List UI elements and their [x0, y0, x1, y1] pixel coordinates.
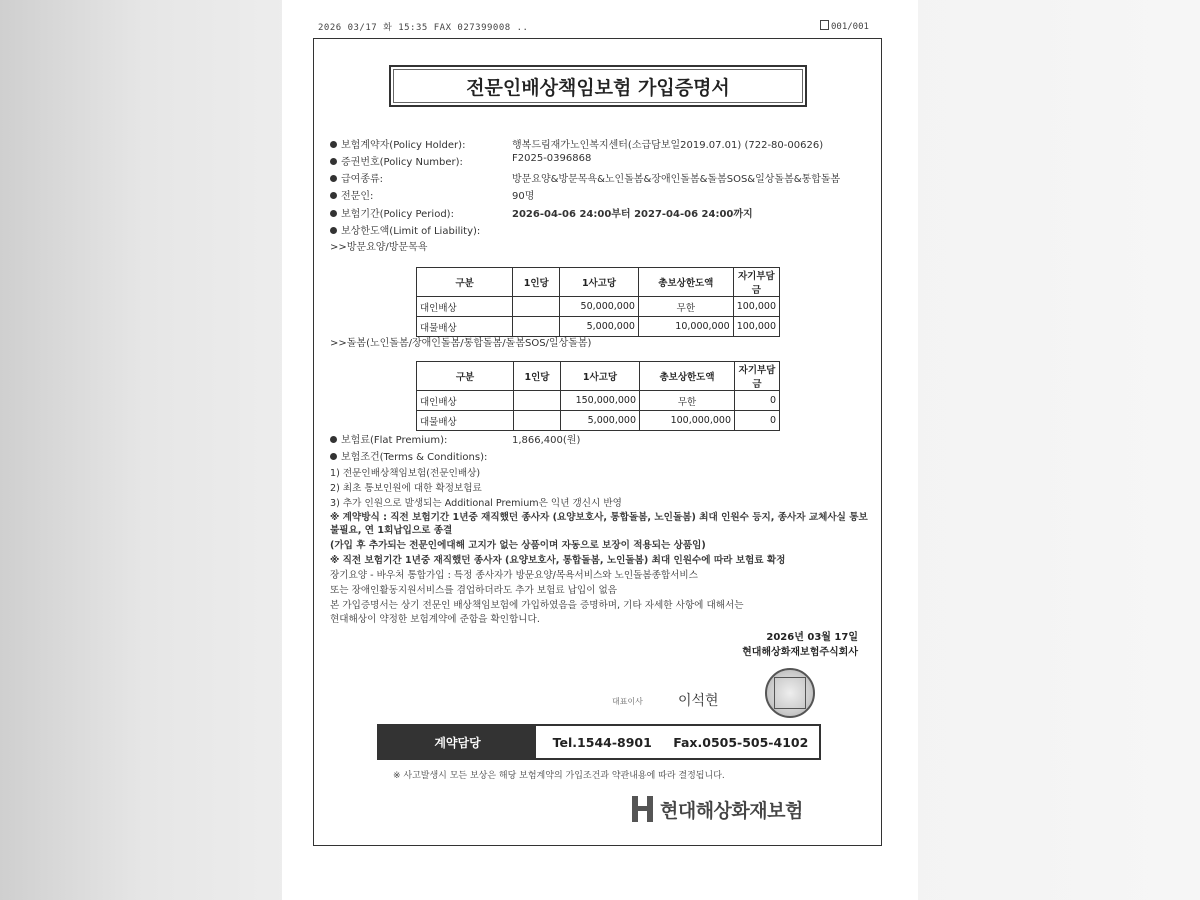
section-home-care-label: >>방문요양/방문목욕: [330, 242, 428, 253]
table-cell: 무한: [638, 297, 733, 317]
note-line: 현대해상이 약정한 보험계약에 준함을 확인합니다.: [330, 614, 540, 625]
table-header: 1사고당: [560, 268, 639, 297]
field-label: 급여종류:: [341, 174, 384, 185]
terms-line: 2) 최초 통보인원에 대한 확정보험료: [330, 483, 482, 494]
table-cell: 5,000,000: [561, 411, 640, 431]
field-benefit-type-value: 방문요양&방문목욕&노인돌봄&장애인돌봄&돌봄SOS&일상돌봄&통합돌봄: [512, 174, 841, 185]
table-cell: 10,000,000: [638, 317, 733, 337]
table-row: [417, 391, 780, 411]
table-cell: 5,000,000: [560, 317, 639, 337]
bullet-dot-icon: [330, 141, 337, 148]
bullet-dot-icon: [330, 158, 337, 165]
representative-name: 이석현: [678, 693, 719, 709]
table-header-row: [417, 268, 780, 297]
premium-value: 1,866,400(원): [512, 435, 581, 446]
contact-tel: Tel.1544-8901: [552, 734, 652, 750]
field-label: 증권번호(Policy Number):: [341, 157, 463, 168]
field-professionals-value: 90명: [512, 191, 535, 202]
contact-label: 계약담당: [379, 726, 536, 758]
table-header: 자기부담금: [735, 362, 780, 391]
table-cell: 50,000,000: [560, 297, 639, 317]
note-line: ※ 계약방식 : 직전 보험기간 1년중 재직했던 종사자 (요양보호사, 통합돌봄, 노인돌봄) 최대 인원수 등지, 종사자 교체사실 통보: [330, 512, 868, 523]
table-header: 구분: [417, 268, 513, 297]
table-header: 총보상한도액: [640, 362, 735, 391]
coverage-table-care: [416, 361, 780, 431]
table-header: 1인당: [514, 362, 561, 391]
coverage-table-home-care: [416, 267, 780, 337]
fax-header: 2026 03/17 화 15:35 FAX 027399008 ..: [318, 23, 529, 33]
table-cell: 대인배상: [417, 297, 513, 317]
table-cell: 대물배상: [417, 317, 513, 337]
table-header: 총보상한도액: [638, 268, 733, 297]
contact-box: [377, 724, 821, 760]
bullet-dot-icon: [330, 192, 337, 199]
field-label: 보험료(Flat Premium):: [341, 435, 448, 446]
terms-label: [330, 448, 487, 463]
section-care-label: >>돌봄(노인돌봄/장애인돌봄/통합돌봄/돌봄SOS/일상돌봄): [330, 338, 592, 349]
field-label: 보상한도액(Limit of Liability):: [341, 226, 481, 237]
company-logo: [632, 794, 803, 824]
table-cell: [514, 391, 561, 411]
table-row: [417, 297, 780, 317]
field-benefit-type-label: [330, 170, 383, 185]
seal-inner: [774, 677, 806, 709]
field-limit-label: [330, 222, 480, 237]
field-policy-holder-label: [330, 136, 465, 151]
bullet-dot-icon: [330, 227, 337, 234]
table-cell: 100,000: [733, 297, 779, 317]
field-label: 보험계약자(Policy Holder):: [341, 140, 466, 151]
table-cell: 150,000,000: [561, 391, 640, 411]
fax-page-number-text: 001/001: [831, 22, 869, 32]
note-line: 불필요, 연 1회납입으로 종결: [330, 525, 453, 536]
table-cell: 100,000,000: [640, 411, 735, 431]
table-header: 자기부담금: [733, 268, 779, 297]
fax-page-icon: [820, 20, 829, 30]
table-row: [417, 411, 780, 431]
table-cell: 0: [735, 391, 780, 411]
terms-line: 3) 추가 인원으로 발생되는 Additional Premium은 익년 갱신시 반영: [330, 498, 622, 509]
note-line: ※ 직전 보험기간 1년중 재직했던 종사자 (요양보호사, 통합돌봄, 노인돌봄) 최대 인원수에 따라 보험료 확정: [330, 555, 786, 566]
company-seal-stamp: [765, 668, 815, 718]
table-cell: [513, 297, 560, 317]
table-cell: 0: [735, 411, 780, 431]
field-policy-period-label: [330, 205, 454, 220]
table-header: 1사고당: [561, 362, 640, 391]
note-line: 본 가입증명서는 상기 전문인 배상책임보험에 가입하였음을 증명하며, 기타 자세한 사항에 대해서는: [330, 600, 744, 611]
logo-text: 현대해상화재보험: [660, 799, 803, 822]
representative-label: 대표이사: [612, 697, 643, 706]
document-title-text: 전문인배상책임보험 가입증명서: [466, 76, 730, 99]
hyundai-h-logo-icon: [632, 796, 656, 822]
field-policy-number-label: [330, 153, 463, 168]
bullet-dot-icon: [330, 175, 337, 182]
field-label: 보험기간(Policy Period):: [341, 209, 454, 220]
contact-numbers: [536, 726, 819, 758]
field-policy-number-value: F2025-0396868: [512, 153, 592, 164]
table-header: 구분: [417, 362, 514, 391]
field-policy-period-value: 2026-04-06 24:00부터 2027-04-06 24:00까지: [512, 209, 753, 220]
field-policy-holder-value: 행복드림재가노인복지센터(소급담보일2019.07.01) (722-80-00626): [512, 140, 824, 151]
bullet-dot-icon: [330, 436, 337, 443]
note-line: (가입 후 추가되는 전문인에대해 고지가 없는 상품이며 자동으로 보장이 적용되는 상품임): [330, 540, 706, 551]
note-line: 장기요양 - 바우처 통합가입 : 특정 종사자가 방문요양/목욕서비스와 노인돌봄종합서비스: [330, 570, 698, 581]
contact-fax: Fax.0505-505-4102: [673, 734, 809, 750]
field-label: 보험조건(Terms & Conditions):: [341, 452, 488, 463]
field-label: 전문인:: [341, 191, 374, 202]
table-cell: 대물배상: [417, 411, 514, 431]
footnote: ※ 사고발생시 모든 보상은 해당 보험계약의 가입조건과 약관내용에 따라 결정됩니다.: [393, 771, 725, 781]
table-header: 1인당: [513, 268, 560, 297]
table-cell: 대인배상: [417, 391, 514, 411]
table-cell: 100,000: [733, 317, 779, 337]
issuer-company: 현대해상화재보험주식회사: [742, 647, 858, 658]
bullet-dot-icon: [330, 210, 337, 217]
bullet-dot-icon: [330, 453, 337, 460]
document-title: [389, 65, 807, 107]
table-header-row: [417, 362, 780, 391]
fax-page-number: [820, 20, 869, 32]
table-cell: [514, 411, 561, 431]
premium-label: [330, 431, 447, 446]
table-cell: 무한: [640, 391, 735, 411]
issue-date: 2026년 03월 17일: [766, 632, 858, 643]
note-line: 또는 장애인활동지원서비스를 겸업하더라도 추가 보험료 납입이 없음: [330, 585, 618, 596]
terms-line: 1) 전문인배상책임보험(전문인배상): [330, 468, 481, 479]
field-professionals-label: [330, 187, 373, 202]
